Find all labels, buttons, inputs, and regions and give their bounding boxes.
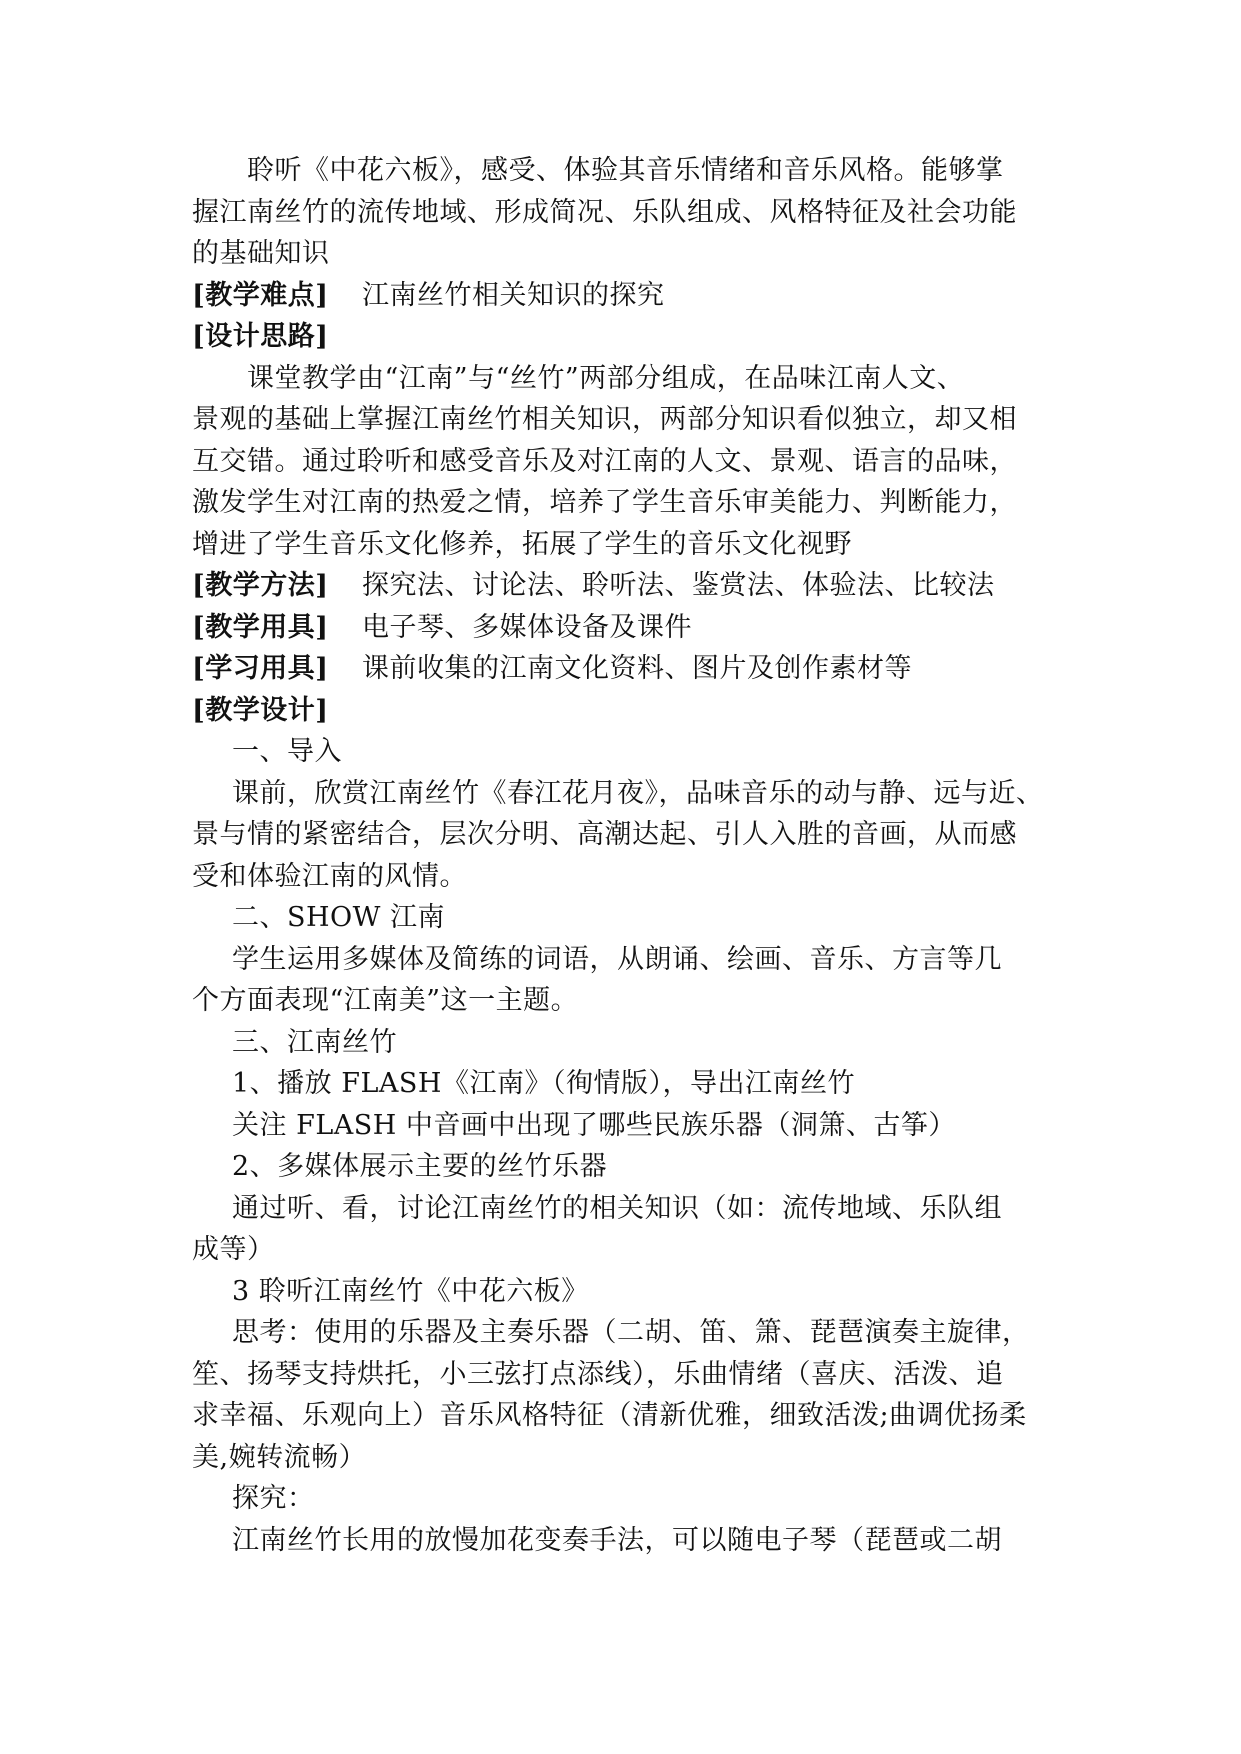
text-line: 笙、扬琴支持烘托，小三弦打点添线），乐曲情绪（喜庆、活泼、追 — [192, 1358, 1004, 1390]
section-heading — [192, 316, 1072, 358]
text-line: 成等） — [192, 1234, 275, 1265]
text-line: 三、江南丝竹 — [232, 1026, 397, 1058]
section-heading — [192, 690, 1072, 732]
text-line: 的基础知识 — [192, 238, 330, 269]
document-page — [192, 150, 1072, 1561]
text-line: 激发学生对江南的热爱之情，培养了学生音乐审美能力、判断能力， — [192, 487, 1017, 518]
text-line: 3 聆听江南丝竹《中花六板》 — [232, 1275, 589, 1307]
text-line: 美,婉转流畅） — [192, 1441, 367, 1473]
section-value: 探究法、讨论法、聆听法、鉴赏法、体验法、比较法 — [362, 570, 995, 601]
text-line: 互交错。通过聆听和感受音乐及对江南的人文、景观、语言的品味， — [192, 445, 1017, 477]
text-line: 学生运用多媒体及简练的词语，从朗诵、绘画、音乐、方言等几 — [232, 943, 1002, 975]
text-line: 课堂教学由“江南”与“丝竹”两部分组成，在品味江南人文、 — [247, 362, 965, 394]
text-line: 求幸福、乐观向上）音乐风格特征（清新优雅，细致活泼;曲调优扬柔 — [192, 1400, 1027, 1431]
labeled-paragraph — [192, 648, 1072, 690]
text-line: 江南丝竹长用的放慢加花变奏手法，可以随电子琴（琵琶或二胡 — [232, 1524, 1002, 1556]
text-line: 受和体验江南的风情。 — [192, 860, 467, 892]
text-line: 课前，欣赏江南丝竹《春江花月夜》，品味音乐的动与静、远与近、 — [232, 777, 1044, 809]
text-line: 2、多媒体展示主要的丝竹乐器 — [232, 1151, 608, 1182]
text-line: 二、SHOW 江南 — [232, 902, 446, 933]
labeled-paragraph — [192, 607, 1072, 649]
text-line: 个方面表现“江南美”这一主题。 — [192, 985, 579, 1016]
section-label: [教学用具] — [192, 611, 329, 643]
text-line: 一、导入 — [232, 736, 342, 767]
text-line: 思考：使用的乐器及主奏乐器（二胡、笛、箫、琵琶演奏主旋律， — [232, 1317, 1030, 1348]
section-value: 电子琴、多媒体设备及课件 — [362, 611, 692, 643]
text-line: 景观的基础上掌握江南丝竹相关知识，两部分知识看似独立，却又相 — [192, 404, 1017, 435]
text-line: 聆听《中花六板》，感受、体验其音乐情绪和音乐风格。能够掌 — [247, 155, 1004, 186]
text-line: 增进了学生音乐文化修养，拓展了学生的音乐文化视野 — [192, 528, 852, 560]
text-line: 1、播放 FLASH《江南》（徇情版），导出江南丝竹 — [232, 1068, 855, 1099]
text-line: 关注 FLASH 中音画中出现了哪些民族乐器（洞箫、古筝） — [232, 1109, 956, 1141]
section-label: [学习用具] — [192, 653, 329, 684]
labeled-paragraph — [192, 565, 1072, 607]
text-line: 探究： — [232, 1483, 315, 1514]
section-label: [设计思路] — [192, 321, 329, 352]
section-label: [教学设计] — [192, 694, 329, 726]
section-value: 课前收集的江南文化资料、图片及创作素材等 — [362, 653, 912, 684]
labeled-paragraph — [192, 275, 1072, 317]
text-line: 握江南丝竹的流传地域、形成简况、乐队组成、风格特征及社会功能 — [192, 196, 1017, 228]
text-line: 景与情的紧密结合，层次分明、高潮达起、引人入胜的音画，从而感 — [192, 819, 1017, 850]
section-label: [教学方法] — [192, 570, 329, 601]
text-line: 通过听、看，讨论江南丝竹的相关知识（如：流传地域、乐队组 — [232, 1192, 1002, 1224]
section-label: [教学难点] — [192, 279, 329, 311]
section-value: 江南丝竹相关知识的探究 — [362, 279, 665, 311]
